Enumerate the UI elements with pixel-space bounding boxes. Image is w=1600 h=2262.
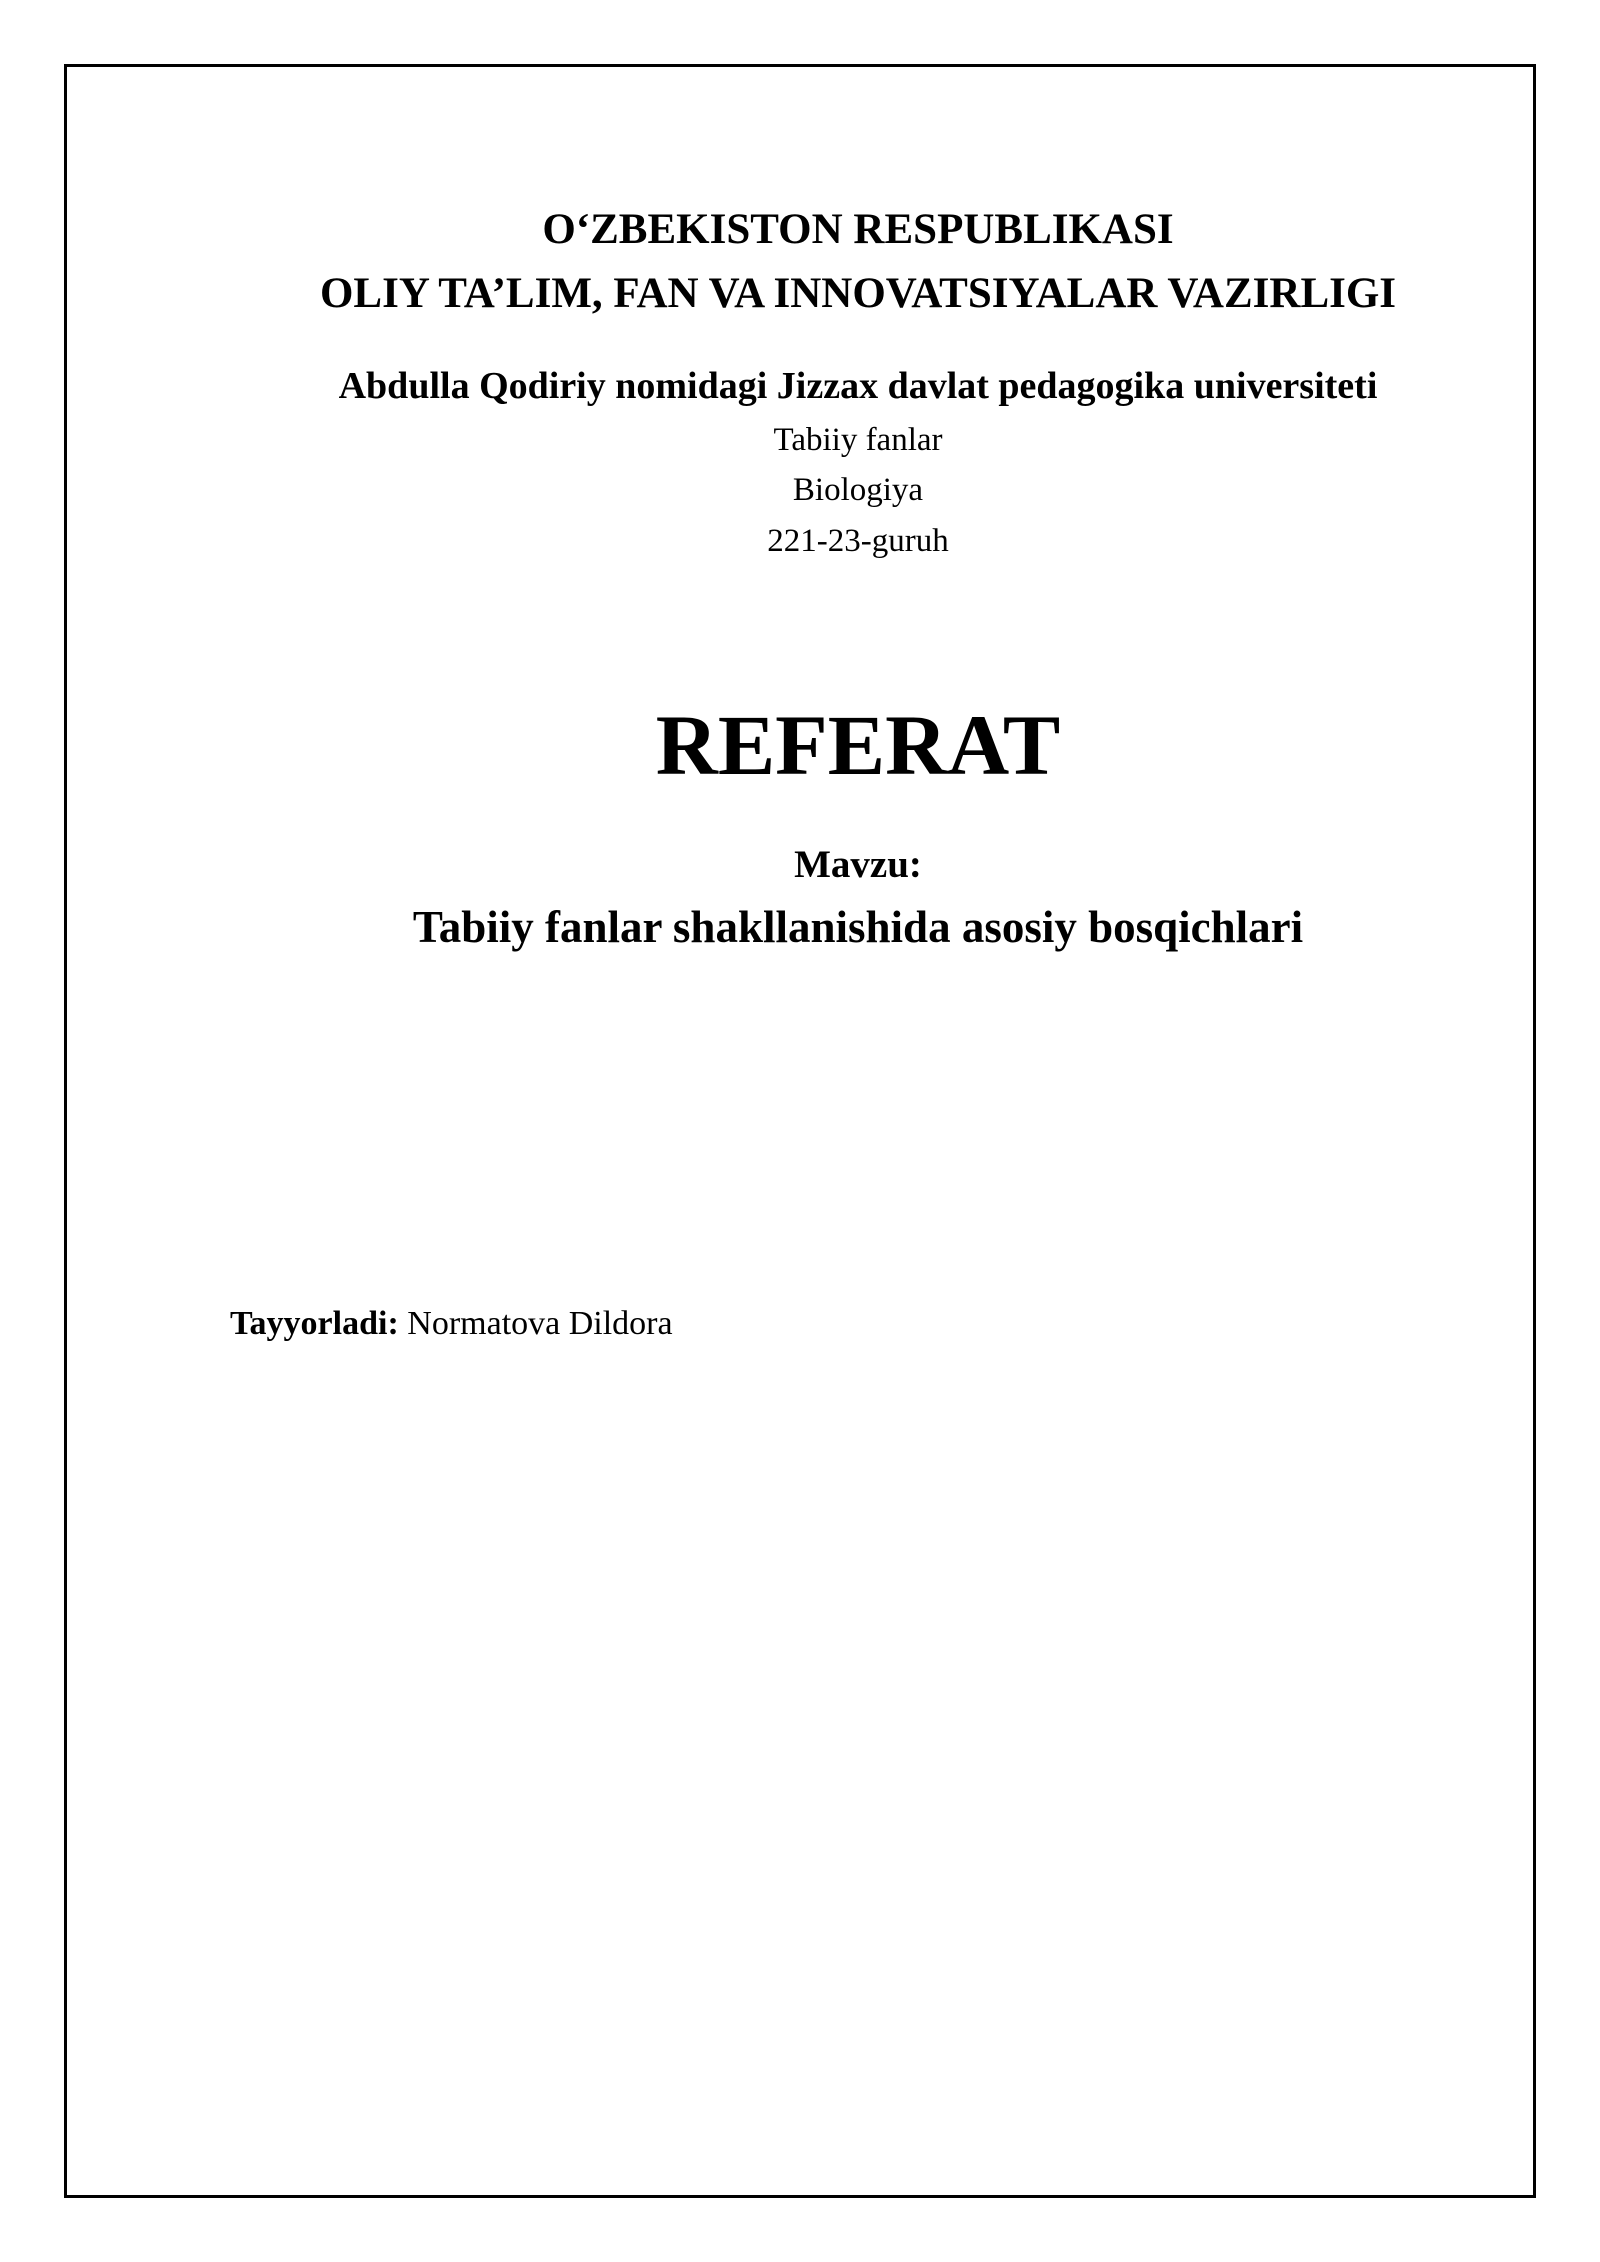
document-type: REFERAT xyxy=(655,697,1061,793)
department-name: Biologiya xyxy=(792,472,924,508)
ministry-heading xyxy=(0,198,1600,326)
ministry-name: OLIY TA’LIM, FAN VA INNOVATSIYALAR VAZIRLIGI xyxy=(319,270,1397,317)
faculty-name: Tabiiy fanlar xyxy=(773,422,943,458)
author-label: Tayyorladi: xyxy=(230,1305,399,1342)
topic-label: Mavzu: xyxy=(794,843,922,886)
country-name: O‘ZBEKISTON RESPUBLIKASI xyxy=(542,206,1174,253)
author-line xyxy=(230,1300,673,1348)
group-number: 221-23-guruh xyxy=(767,523,949,559)
author-name: Normatova Dildora xyxy=(407,1305,673,1342)
university-name: Abdulla Qodiriy nomidagi Jizzax davlat pedagogika universiteti xyxy=(338,365,1378,407)
topic-title: Tabiiy fanlar shakllanishida asosiy bosqichlari xyxy=(412,902,1304,952)
